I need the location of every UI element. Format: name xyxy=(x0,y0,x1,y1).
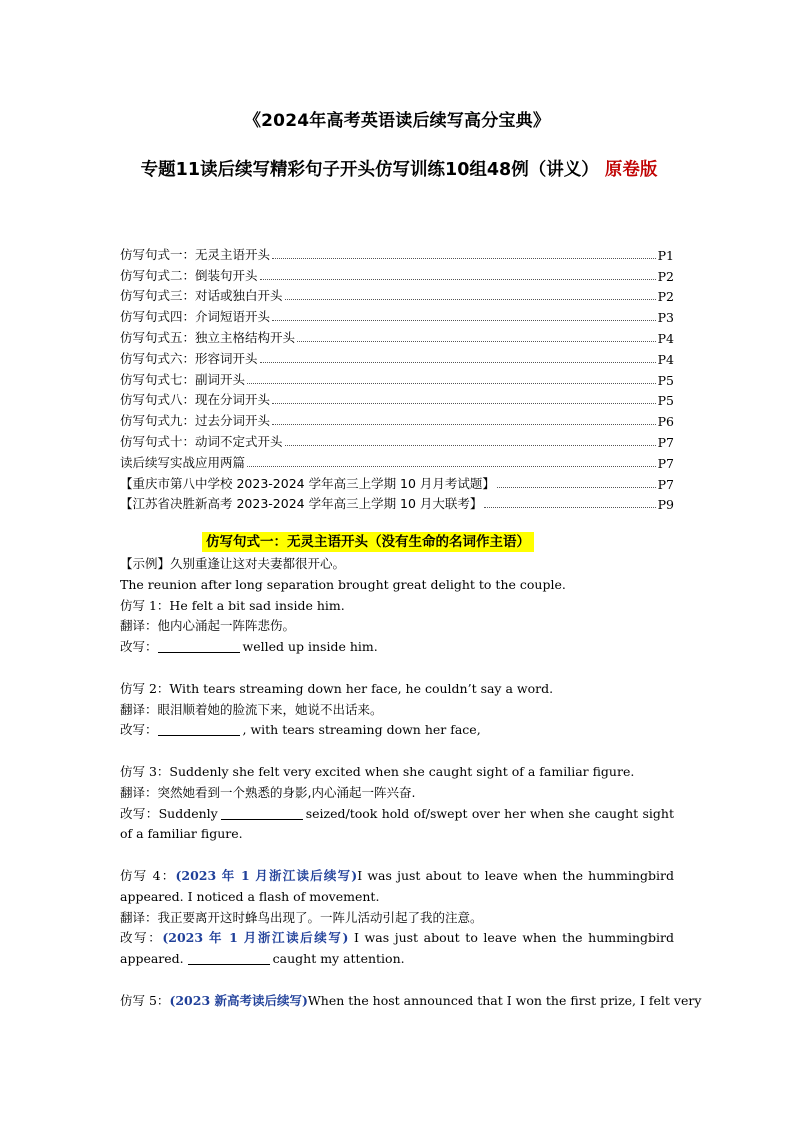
section-body xyxy=(120,554,702,1012)
toc-entry-label: 仿写句式一：无灵主语开头 xyxy=(120,246,271,262)
toc-entry-label: 仿写句式五：独立主格结构开头 xyxy=(120,329,296,345)
answer-blank[interactable] xyxy=(158,639,240,653)
example-chinese: 【示例】久别重逢让这对夫妻都很开心。 xyxy=(120,556,346,571)
source-tag: (2023 新高考读后续写) xyxy=(169,992,308,1008)
rewrite-text: seized/took hold of/swept over her when she caught sight of a familiar figure. xyxy=(120,805,674,842)
toc-leader-dots xyxy=(247,382,656,384)
toc-entry[interactable] xyxy=(120,263,674,284)
toc-entry-page: P3 xyxy=(657,310,674,326)
toc-entry-page: P7 xyxy=(657,434,674,450)
exercise-2-rewrite xyxy=(120,720,674,741)
toc-leader-dots xyxy=(272,423,656,425)
answer-blank[interactable] xyxy=(221,806,303,820)
toc-entry[interactable] xyxy=(120,450,674,471)
prompt-label: 仿写 4： xyxy=(120,867,176,883)
document-subtitle xyxy=(126,150,672,190)
toc-entry-page: P2 xyxy=(657,289,674,305)
exercise-2-translation: 翻译：眼泪顺着她的脸流下来，她说不出话来。 xyxy=(120,701,383,717)
toc-entry-label: 仿写句式九：过去分词开头 xyxy=(120,413,271,429)
toc-entry-page: P6 xyxy=(657,414,674,430)
toc-leader-dots xyxy=(272,402,656,404)
toc-leader-dots xyxy=(484,506,655,508)
toc-entry-label: 仿写句式七：副词开头 xyxy=(120,371,246,387)
toc-entry-label: 【重庆市第八中学校 2023-2024 学年高三上学期 10 月月考试题】 xyxy=(120,475,495,491)
toc-entry[interactable] xyxy=(120,408,674,429)
toc-entry[interactable] xyxy=(120,242,674,263)
document-title: 《2024年高考英语读后续写高分宝典》 xyxy=(243,111,551,131)
answer-blank[interactable] xyxy=(188,951,270,965)
rewrite-text: caught my attention. xyxy=(272,951,405,967)
toc-entry-label: 仿写句式八：现在分词开头 xyxy=(120,392,271,408)
toc-entry[interactable] xyxy=(120,346,674,367)
toc-leader-dots xyxy=(260,361,656,363)
toc-entry-page: P7 xyxy=(657,455,674,471)
toc-entry-page: P4 xyxy=(657,351,674,367)
toc-entry-page: P5 xyxy=(657,372,674,388)
table-of-contents xyxy=(120,242,674,512)
exercise-1-translation: 翻译：他内心涌起一阵阵悲伤。 xyxy=(120,618,296,634)
toc-entry-label: 仿写句式十：动词不定式开头 xyxy=(120,433,283,449)
subtitle-version-tag: 原卷版 xyxy=(604,160,658,180)
rewrite-label: 改写： xyxy=(120,930,163,946)
rewrite-label: 改写： xyxy=(120,722,158,738)
example-english: The reunion after long separation brought great delight to the couple. xyxy=(120,576,566,592)
toc-entry-label: 仿写句式四：介词短语开头 xyxy=(120,309,271,325)
toc-entry-label: 【江苏省决胜新高考 2023-2024 学年高三上学期 10 月大联考】 xyxy=(120,496,483,512)
toc-leader-dots xyxy=(497,486,656,488)
exercise-1-prompt: 仿写 1：He felt a bit sad inside him. xyxy=(120,597,345,613)
toc-leader-dots xyxy=(260,278,656,280)
toc-entry[interactable] xyxy=(120,471,674,492)
toc-entry-label: 仿写句式六：形容词开头 xyxy=(120,350,258,366)
exercise-3-translation: 翻译：突然她看到一个熟悉的身影,内心涌起一阵兴奋. xyxy=(120,784,416,800)
toc-entry-page: P5 xyxy=(657,393,674,409)
exercise-4-prompt xyxy=(120,866,674,908)
rewrite-label: 改写：Suddenly xyxy=(120,805,218,821)
toc-entry-label: 仿写句式二：倒装句开头 xyxy=(120,267,258,283)
toc-entry[interactable] xyxy=(120,367,674,388)
exercise-3-prompt: 仿写 3：Suddenly she felt very excited when she caught sight of a familiar figure. xyxy=(120,763,635,779)
toc-leader-dots xyxy=(297,340,656,342)
toc-leader-dots xyxy=(247,465,656,467)
toc-entry[interactable] xyxy=(120,325,674,346)
toc-entry[interactable] xyxy=(120,492,674,513)
rewrite-label: 改写： xyxy=(120,639,158,655)
toc-leader-dots xyxy=(285,298,656,300)
toc-entry[interactable] xyxy=(120,284,674,305)
exercise-5-prompt xyxy=(120,991,702,1012)
source-tag: (2023 年 1 月浙江读后续写) xyxy=(175,867,358,883)
toc-entry-page: P9 xyxy=(657,497,674,513)
toc-entry-label: 仿写句式三：对话或独白开头 xyxy=(120,288,283,304)
toc-entry-label: 读后续写实战应用两篇 xyxy=(120,454,246,470)
toc-entry[interactable] xyxy=(120,304,674,325)
prompt-text: When the host announced that I won the first prize, I felt very xyxy=(307,992,702,1008)
rewrite-text: welled up inside him. xyxy=(242,639,378,655)
exercise-4-translation: 翻译：我正要离开这时蜂鸟出现了。一阵儿活动引起了我的注意。 xyxy=(120,909,483,925)
toc-leader-dots xyxy=(272,257,656,259)
exercise-1-rewrite xyxy=(120,637,674,658)
rewrite-text: I was just about to leave when the hummingbird appeared. xyxy=(120,930,674,967)
answer-blank[interactable] xyxy=(158,722,240,736)
toc-leader-dots xyxy=(272,319,656,321)
toc-entry-page: P7 xyxy=(657,476,674,492)
toc-leader-dots xyxy=(285,444,656,446)
section-heading: 仿写句式一：无灵主语开头（没有生命的名词作主语） xyxy=(202,532,534,552)
prompt-text: I was just about to leave when the hummingbird appeared. I noticed a flash of movement. xyxy=(120,867,674,904)
prompt-label: 仿写 5： xyxy=(120,992,170,1008)
toc-entry-page: P1 xyxy=(657,247,674,263)
subtitle-main: 专题11读后续写精彩句子开头仿写训练10组48例（讲义） xyxy=(140,160,599,180)
toc-entry-page: P4 xyxy=(657,330,674,346)
rewrite-text: , with tears streaming down her face, xyxy=(242,722,481,738)
exercise-4-rewrite xyxy=(120,928,674,970)
toc-entry-page: P2 xyxy=(657,268,674,284)
exercise-2-prompt: 仿写 2：With tears streaming down her face, he couldn’t say a word. xyxy=(120,680,554,696)
exercise-3-rewrite xyxy=(120,804,674,846)
source-tag: (2023 年 1 月浙江读后续写) xyxy=(162,930,349,946)
toc-entry[interactable] xyxy=(120,388,674,409)
toc-entry[interactable] xyxy=(120,429,674,450)
